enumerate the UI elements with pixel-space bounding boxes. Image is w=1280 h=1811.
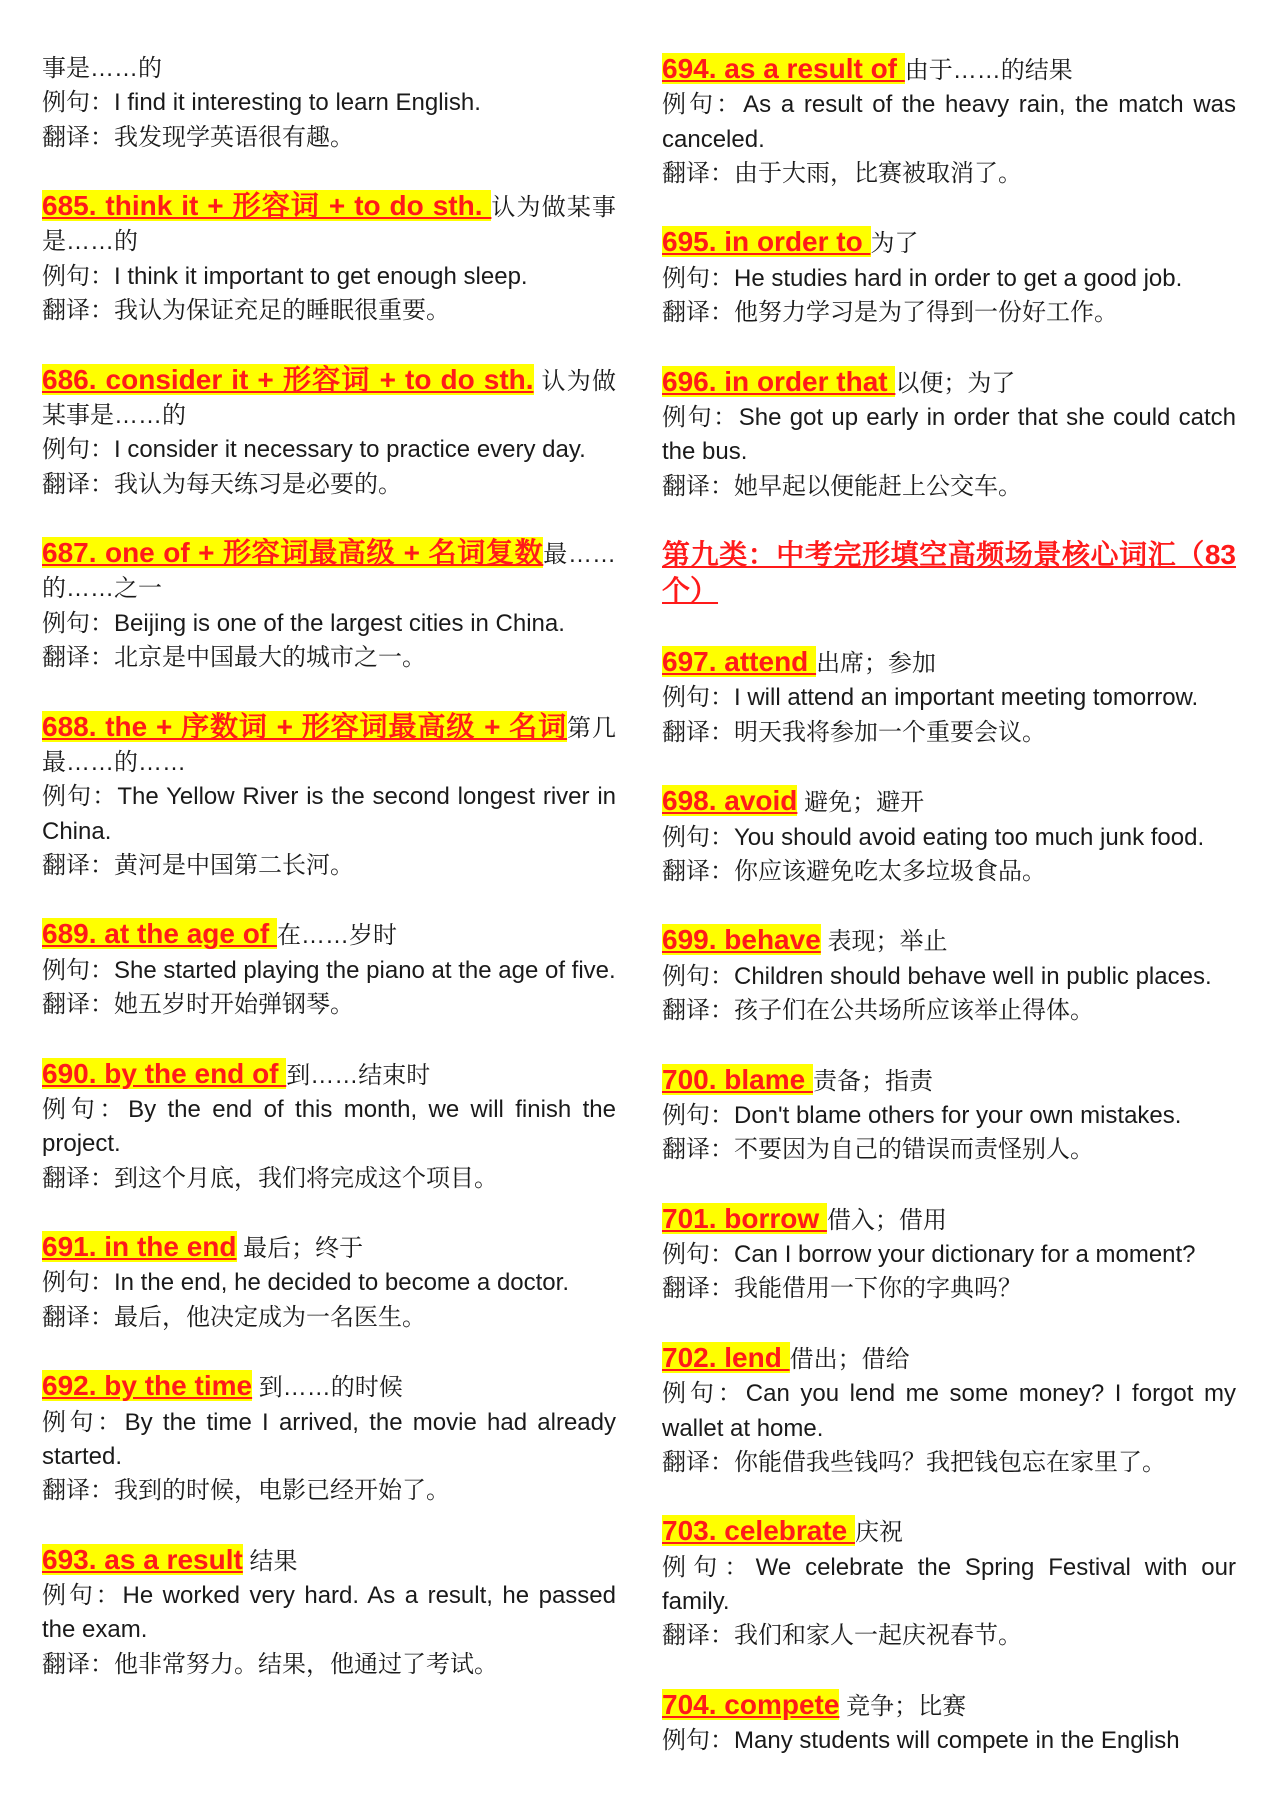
translation-line (42, 468, 616, 502)
term-highlight: 696. in order that (662, 365, 896, 397)
entry-heading-line (42, 1543, 616, 1579)
example-line (42, 1093, 616, 1162)
translation-text: 你应该避免吃太多垃圾食品。 (734, 857, 1046, 885)
example-sentence: He studies hard in order to get a good job. (734, 264, 1183, 292)
entry-heading-line (42, 52, 616, 86)
term-meaning: 在……岁时 (276, 922, 397, 950)
translation-label: 翻译： (662, 997, 734, 1025)
example-label: 例句： (42, 436, 114, 464)
term-highlight: 701. borrow (662, 1202, 827, 1234)
translation-text: 我认为每天练习是必要的。 (114, 470, 402, 498)
example-sentence: Don't blame others for your own mistakes. (734, 1101, 1182, 1129)
entry-691 (42, 1230, 616, 1335)
term-meaning: 最……的……之一 (42, 541, 616, 603)
example-sentence: By the end of this month, we will finish the project. (42, 1095, 616, 1158)
term-meaning: 事是……的 (42, 55, 162, 82)
entry-continuation (42, 52, 616, 155)
translation-text: 北京是中国最大的城市之一。 (114, 644, 426, 672)
example-sentence: She got up early in order that she could catch the bus. (662, 403, 1237, 466)
translation-label: 翻译： (42, 1164, 114, 1192)
translation-line (42, 988, 616, 1022)
example-label: 例句： (42, 262, 114, 290)
example-line (662, 960, 1236, 994)
translation-label: 翻译： (662, 1275, 734, 1303)
example-line (42, 1406, 616, 1475)
translation-label: 翻译： (662, 472, 734, 500)
entry-heading-line (42, 1057, 616, 1093)
example-sentence: He worked very hard. As a result, he passed the exam. (42, 1582, 617, 1644)
entry-698 (662, 784, 1236, 889)
translation-line (662, 157, 1236, 191)
translation-text: 你能借我些钱吗？我把钱包忘在家里了。 (734, 1448, 1166, 1476)
example-sentence: Can I borrow your dictionary for a moment? (734, 1241, 1196, 1269)
left-column (42, 52, 616, 1716)
example-label: 例句： (42, 1095, 129, 1123)
entry-703 (662, 1514, 1236, 1653)
term-meaning: 以便；为了 (895, 369, 1016, 397)
entry-heading-line (662, 784, 1236, 820)
translation-line (42, 121, 616, 155)
entry-693 (42, 1543, 616, 1682)
example-sentence: As a result of the heavy rain, the match was canceled. (662, 91, 1236, 153)
entry-696 (662, 365, 1236, 504)
example-line (662, 1099, 1236, 1133)
example-label: 例句： (662, 962, 734, 990)
translation-text: 孩子们在公共场所应该举止得体。 (734, 997, 1094, 1025)
term-meaning: 第几最……的…… (42, 714, 616, 776)
term-highlight: 692. by the time (42, 1370, 253, 1402)
example-label: 例句： (42, 956, 114, 984)
term-meaning: 借入；借用 (826, 1206, 947, 1234)
term-meaning: 认为做某事是……的 (42, 194, 616, 256)
term-highlight: 693. as a result (42, 1543, 243, 1575)
translation-line (42, 849, 616, 883)
example-sentence: Beijing is one of the largest cities in China. (114, 609, 565, 637)
entry-692 (42, 1369, 616, 1508)
translation-label: 翻译： (662, 857, 734, 885)
example-label: 例句： (42, 783, 118, 811)
example-label: 例句： (42, 1582, 123, 1610)
example-line (42, 607, 616, 641)
translation-text: 我能借用一下你的字典吗？ (734, 1275, 1022, 1303)
example-sentence: In the end, he decided to become a doctor. (114, 1269, 569, 1297)
entry-heading-line (662, 645, 1236, 681)
entry-heading-line (662, 52, 1236, 88)
example-label: 例句： (42, 1408, 125, 1436)
example-sentence: We celebrate the Spring Festival with our family. (662, 1553, 1236, 1616)
translation-text: 明天我将参加一个重要会议。 (734, 718, 1046, 746)
translation-text: 我到的时候，电影已经开始了。 (114, 1477, 450, 1505)
entry-700 (662, 1063, 1236, 1168)
example-label: 例句： (42, 89, 114, 117)
term-highlight: 694. as a result of (662, 53, 905, 84)
term-meaning: 借出；借给 (789, 1345, 910, 1373)
translation-line (662, 296, 1236, 330)
translation-label: 翻译： (42, 991, 114, 1019)
translation-label: 翻译： (42, 644, 114, 672)
translation-line (42, 1162, 616, 1196)
term-highlight: 704. compete (662, 1688, 840, 1720)
translation-line (662, 994, 1236, 1028)
term-meaning: 到……结束时 (286, 1061, 431, 1089)
translation-line (42, 1474, 616, 1508)
example-line (662, 1724, 1236, 1758)
entry-694 (662, 52, 1236, 191)
translation-label: 翻译： (662, 159, 734, 187)
entry-689 (42, 917, 616, 1022)
entry-heading-line (42, 1230, 616, 1266)
translation-text: 我们和家人一起庆祝春节。 (734, 1622, 1022, 1650)
example-sentence: By the time I arrived, the movie had already started. (42, 1408, 617, 1470)
example-line (662, 262, 1236, 296)
entry-heading-line (42, 363, 616, 434)
term-meaning: 竞争；比赛 (839, 1692, 967, 1720)
entry-heading-line (662, 1341, 1236, 1377)
translation-line (42, 641, 616, 675)
term-highlight: 703. celebrate (662, 1515, 856, 1547)
example-sentence: I consider it necessary to practice every day. (114, 436, 586, 464)
example-sentence: The Yellow River is the second longest river in China. (42, 783, 616, 845)
translation-text: 她五岁时开始弹钢琴。 (114, 991, 354, 1019)
example-line (42, 433, 616, 467)
translation-text: 他非常努力。结果，他通过了考试。 (114, 1650, 498, 1678)
section-heading-line (662, 538, 1236, 611)
example-sentence: Can you lend me some money? I forgot my wallet at home. (662, 1380, 1237, 1442)
example-label: 例句： (662, 1380, 746, 1408)
example-line (662, 88, 1236, 157)
term-highlight: 687. one of + 形容词最高级 + 名词复数 (42, 537, 544, 569)
translation-text: 由于大雨，比赛被取消了。 (734, 159, 1022, 187)
entry-690 (42, 1057, 616, 1196)
example-line (662, 1551, 1236, 1620)
term-meaning: 为了 (870, 230, 919, 258)
example-line (662, 821, 1236, 855)
example-label: 例句： (662, 1553, 756, 1581)
translation-line (662, 716, 1236, 750)
entry-685 (42, 189, 616, 328)
example-sentence: I will attend an important meeting tomorrow. (734, 684, 1199, 712)
entry-heading-line (42, 189, 616, 260)
translation-line (42, 294, 616, 328)
entry-heading-line (662, 1688, 1236, 1724)
example-label: 例句： (662, 91, 744, 119)
translation-line (662, 470, 1236, 504)
term-meaning: 出席；参加 (816, 650, 937, 678)
translation-text: 到这个月底，我们将完成这个项目。 (114, 1164, 498, 1192)
term-highlight: 685. think it + 形容词 + to do sth. (42, 190, 492, 222)
example-line (42, 954, 616, 988)
term-highlight: 688. the + 序数词 + 形容词最高级 + 名词 (42, 710, 568, 742)
term-highlight: 686. consider it + 形容词 + to do sth. (42, 363, 534, 395)
example-line (42, 260, 616, 294)
example-sentence: I think it important to get enough sleep. (114, 262, 528, 290)
translation-line (662, 1619, 1236, 1653)
example-sentence: She started playing the piano at the age of five. (114, 956, 616, 984)
term-meaning: 责备；指责 (812, 1067, 933, 1095)
example-sentence: Many students will compete in the English (734, 1727, 1180, 1755)
translation-text: 黄河是中国第二长河。 (114, 851, 354, 879)
translation-label: 翻译： (42, 123, 114, 151)
example-sentence: Children should behave well in public places. (734, 962, 1212, 990)
entry-686 (42, 363, 616, 502)
translation-text: 她早起以便能赶上公交车。 (734, 472, 1022, 500)
entry-699 (662, 923, 1236, 1028)
example-line (662, 401, 1236, 470)
entry-688 (42, 710, 616, 883)
term-highlight: 700. blame (662, 1063, 813, 1095)
section-heading-block (662, 538, 1236, 611)
term-meaning: 到……的时候 (252, 1374, 403, 1402)
entry-heading-line (42, 917, 616, 953)
entry-heading-line (662, 1063, 1236, 1099)
translation-text: 最后，他决定成为一名医生。 (114, 1303, 426, 1331)
term-highlight: 691. in the end (42, 1231, 237, 1263)
example-label: 例句： (662, 823, 734, 851)
entry-heading-line (662, 1514, 1236, 1550)
example-line (662, 1238, 1236, 1272)
term-highlight: 697. attend (662, 646, 817, 678)
entry-701 (662, 1202, 1236, 1307)
translation-text: 我发现学英语很有趣。 (114, 123, 354, 151)
translation-label: 翻译： (662, 718, 734, 746)
translation-line (662, 855, 1236, 889)
right-column (662, 52, 1236, 1793)
example-label: 例句： (42, 609, 114, 637)
translation-label: 翻译： (42, 851, 114, 879)
section-title: 第九类：中考完形填空高频场景核心词汇（83 个） (662, 539, 1236, 607)
translation-line (662, 1446, 1236, 1480)
example-line (42, 86, 616, 120)
example-line (662, 1377, 1236, 1446)
term-highlight: 695. in order to (662, 226, 871, 258)
translation-label: 翻译： (662, 299, 734, 327)
entry-heading-line (662, 225, 1236, 261)
example-label: 例句： (42, 1269, 114, 1297)
translation-label: 翻译： (42, 1303, 114, 1331)
example-sentence: I find it interesting to learn English. (114, 89, 481, 117)
entry-heading-line (42, 536, 616, 607)
translation-label: 翻译： (662, 1448, 734, 1476)
example-label: 例句： (662, 684, 734, 712)
translation-line (42, 1301, 616, 1335)
term-meaning: 最后；终于 (236, 1235, 364, 1263)
entry-704 (662, 1688, 1236, 1759)
translation-label: 翻译： (42, 1477, 114, 1505)
example-line (42, 1266, 616, 1300)
term-meaning: 结果 (242, 1547, 298, 1575)
example-sentence: You should avoid eating too much junk food. (734, 823, 1205, 851)
translation-line (42, 1648, 616, 1682)
term-meaning: 由于……的结果 (904, 57, 1073, 84)
translation-text: 他努力学习是为了得到一份好工作。 (734, 299, 1118, 327)
translation-label: 翻译： (662, 1136, 734, 1164)
entry-heading-line (662, 1202, 1236, 1238)
example-label: 例句： (662, 1241, 734, 1269)
translation-line (662, 1272, 1236, 1306)
term-meaning: 避免；避开 (797, 789, 925, 817)
term-highlight: 702. lend (662, 1341, 790, 1373)
entry-heading-line (42, 1369, 616, 1405)
translation-label: 翻译： (662, 1622, 734, 1650)
translation-text: 我认为保证充足的睡眠很重要。 (114, 297, 450, 325)
translation-line (662, 1133, 1236, 1167)
example-line (42, 1579, 616, 1648)
term-meaning: 认为做某事是……的 (42, 367, 617, 429)
example-label: 例句： (662, 403, 739, 431)
entry-heading-line (662, 923, 1236, 959)
term-highlight: 699. behave (662, 924, 821, 956)
translation-text: 不要因为自己的错误而责怪别人。 (734, 1136, 1094, 1164)
example-line (662, 681, 1236, 715)
entry-697 (662, 645, 1236, 750)
term-meaning: 表现；举止 (820, 928, 948, 956)
entry-702 (662, 1341, 1236, 1480)
example-line (42, 780, 616, 849)
translation-label: 翻译： (42, 470, 114, 498)
term-highlight: 690. by the end of (42, 1057, 287, 1089)
entry-687 (42, 536, 616, 675)
translation-label: 翻译： (42, 297, 114, 325)
term-highlight: 698. avoid (662, 785, 798, 817)
example-label: 例句： (662, 1727, 734, 1755)
entry-695 (662, 225, 1236, 330)
translation-label: 翻译： (42, 1650, 114, 1678)
example-label: 例句： (662, 1101, 734, 1129)
entry-heading-line (662, 365, 1236, 401)
entry-heading-line (42, 710, 616, 781)
example-label: 例句： (662, 264, 734, 292)
term-meaning: 庆祝 (855, 1519, 904, 1547)
term-highlight: 689. at the age of (42, 918, 277, 950)
